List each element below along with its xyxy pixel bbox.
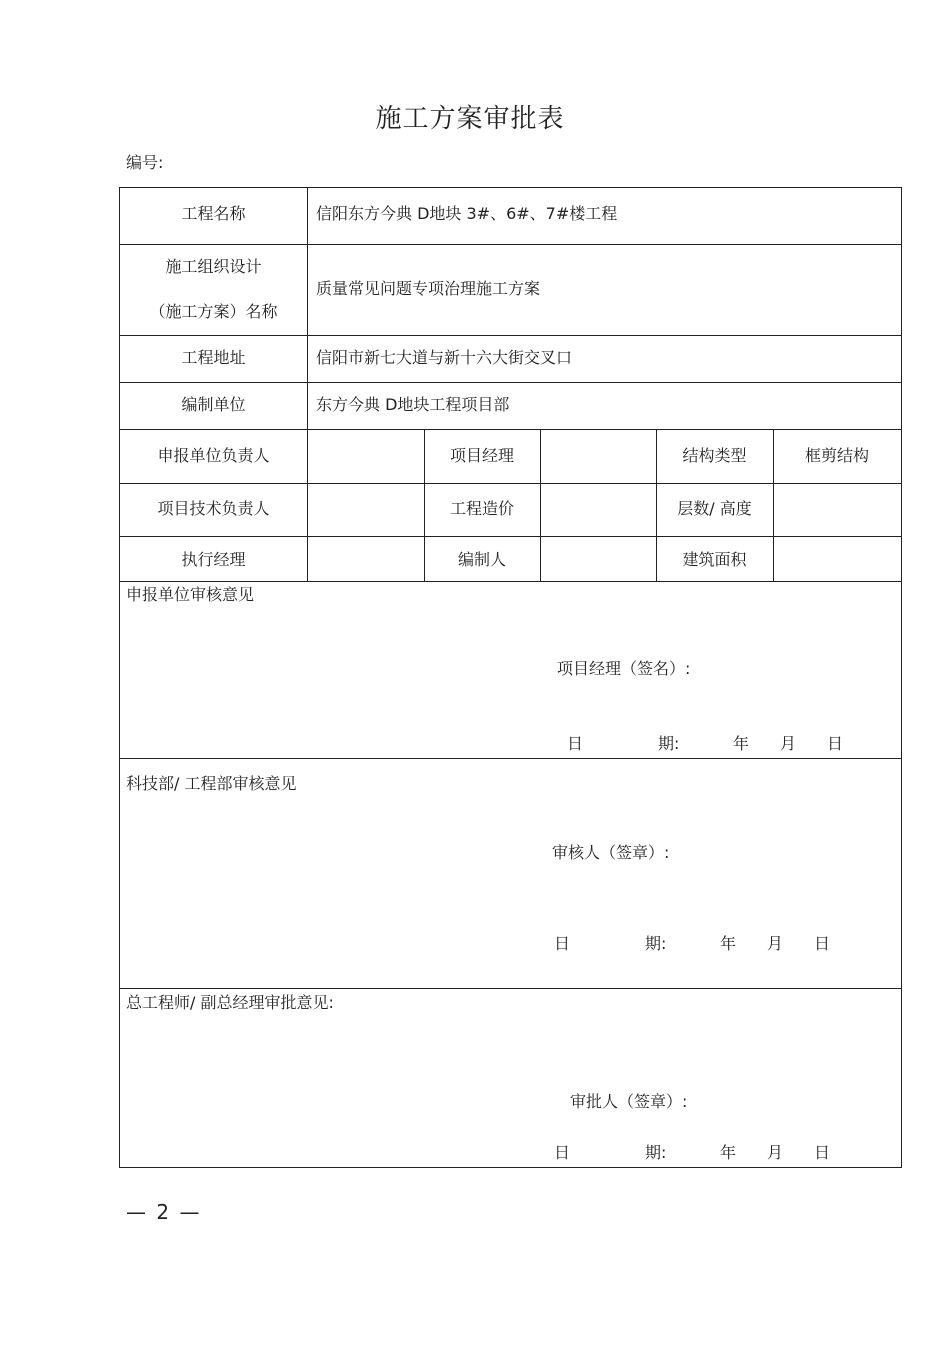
grid-cell: 申报单位负责人 bbox=[157, 446, 270, 465]
date-year: 年 bbox=[720, 1143, 737, 1162]
date-month: 月 bbox=[780, 734, 797, 753]
row-divider bbox=[120, 382, 901, 383]
grid-cell: 项目经理 bbox=[449, 446, 514, 465]
applicant-signer: 项目经理（签名）: bbox=[557, 659, 691, 678]
date-day: 日 bbox=[814, 1143, 831, 1162]
row-divider bbox=[120, 335, 901, 336]
plan-name-label-line2: （施工方案）名称 bbox=[149, 302, 278, 321]
date-month: 月 bbox=[767, 1143, 784, 1162]
chief-signer: 审批人（签章）: bbox=[570, 1092, 688, 1111]
row-divider bbox=[120, 244, 901, 245]
page-number: — 2 — bbox=[126, 1200, 202, 1224]
plan-name-label-line1: 施工组织设计 bbox=[165, 257, 262, 276]
applicant-section-heading: 申报单位审核意见 bbox=[126, 585, 255, 604]
doc-number-label: 编号: bbox=[126, 153, 164, 172]
grid-cell: 项目技术负责人 bbox=[157, 499, 270, 518]
grid-cell: 框剪结构 bbox=[804, 446, 869, 465]
date-month: 月 bbox=[767, 934, 784, 953]
grid-cell: 工程造价 bbox=[449, 499, 514, 518]
document-title: 施工方案审批表 bbox=[375, 104, 565, 134]
grid-cell: 建筑面积 bbox=[682, 550, 747, 569]
address-value: 信阳市新七大道与新十六大街交叉口 bbox=[316, 348, 573, 367]
approval-table bbox=[119, 187, 902, 1168]
plan-name-value: 质量常见问题专项治理施工方案 bbox=[316, 279, 541, 298]
date-day-label: 日 bbox=[567, 734, 584, 753]
row-divider bbox=[120, 483, 901, 484]
date-period-label: 期: bbox=[645, 934, 667, 953]
row-divider bbox=[120, 988, 901, 989]
date-day-label: 日 bbox=[554, 934, 571, 953]
address-label: 工程地址 bbox=[181, 348, 246, 367]
unit-value: 东方今典 D地块工程项目部 bbox=[316, 395, 510, 414]
unit-label: 编制单位 bbox=[181, 395, 246, 414]
date-day: 日 bbox=[827, 734, 844, 753]
date-period-label: 期: bbox=[645, 1143, 667, 1162]
date-year: 年 bbox=[720, 934, 737, 953]
row-divider bbox=[120, 536, 901, 537]
grid-cell: 结构类型 bbox=[682, 446, 747, 465]
date-period-label: 期: bbox=[658, 734, 680, 753]
col-divider bbox=[307, 188, 308, 581]
col-divider bbox=[540, 429, 541, 581]
project-name-label: 工程名称 bbox=[181, 204, 246, 223]
row-divider bbox=[120, 758, 901, 759]
date-day-label: 日 bbox=[554, 1143, 571, 1162]
project-name-value: 信阳东方今典 D地块 3#、6#、7#楼工程 bbox=[316, 204, 618, 223]
row-divider bbox=[120, 581, 901, 582]
date-year: 年 bbox=[733, 734, 750, 753]
chief-section-heading: 总工程师/ 副总经理审批意见: bbox=[126, 993, 334, 1012]
grid-cell: 编制人 bbox=[457, 550, 506, 569]
row-divider bbox=[120, 429, 901, 430]
date-day: 日 bbox=[814, 934, 831, 953]
tech-section-heading: 科技部/ 工程部审核意见 bbox=[126, 774, 297, 793]
tech-signer: 审核人（签章）: bbox=[552, 843, 670, 862]
grid-cell: 执行经理 bbox=[181, 550, 246, 569]
grid-cell: 层数/ 高度 bbox=[677, 499, 752, 518]
